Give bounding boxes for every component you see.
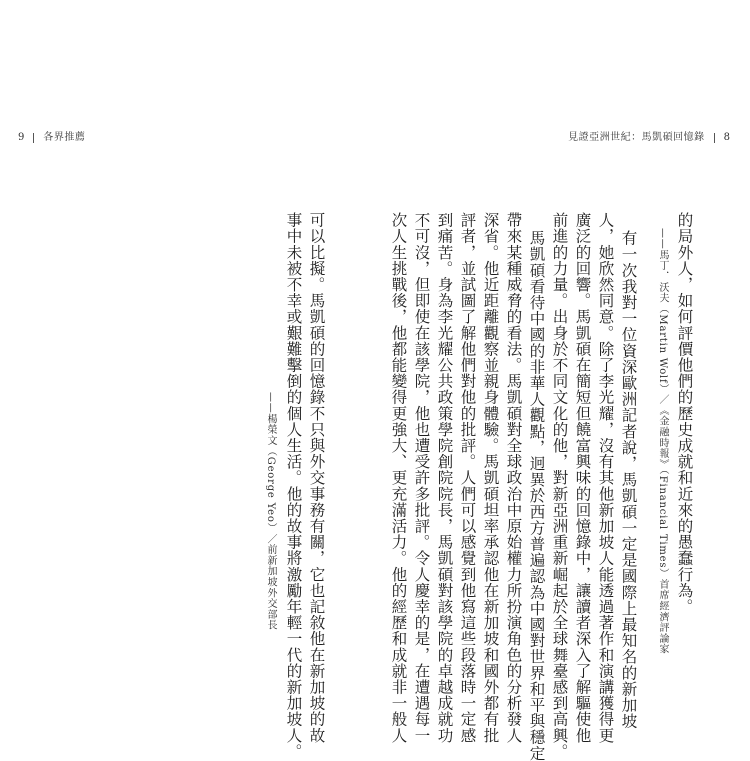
attribution-martin-wolf: ——馬丁．沃夫（Martin Wolf）／《金融時報》（Financial Times）首席經濟評論家	[657, 228, 668, 655]
paragraph-line: 到痛苦。身為李光耀公共政策學院創院院長，馬凱碩對該學院的卓越成就功	[435, 212, 454, 744]
paragraph-line: 評者，並試圖了解他們對他的批評。人們可以感覺到他寫這些段落時一定感	[458, 212, 477, 744]
paragraph-line: 可以比擬。馬凱碩的回憶錄不只與外交事務有關，它也記敘他在新加坡的故	[307, 212, 326, 744]
right-running-title: 見證亞洲世紀：馬凱碩回憶錄	[568, 132, 705, 143]
paragraph-line: 廣泛的回響。馬凱碩在簡短但饒富興味的回憶錄中，讓讀者深入了解驅使他	[573, 212, 592, 744]
attribution-george-yeo: ——楊榮文（George Yeo）／前新加坡外交部長	[265, 392, 276, 631]
right-page-number: 8	[723, 132, 730, 143]
paragraph-line: 事中未被不幸或艱難擊倒的個人生活。他的故事將激勵年輕一代的新加坡人。	[284, 212, 303, 760]
paragraph-line: 人，她欣然同意。除了李光耀，沒有其他新加坡人能透過著作和演講獲得更	[596, 212, 615, 744]
right-page-header	[568, 130, 730, 146]
left-page-header	[18, 130, 85, 146]
paragraph-line: 馬凱碩看待中國的非華人觀點，迥異於西方普遍認為中國對世界和平與穩定	[527, 230, 546, 761]
paragraph-line: 深省。他近距離觀察並親身體驗。馬凱碩坦率承認他在新加坡和國外都有批	[481, 212, 500, 744]
left-page-number: 9	[18, 132, 25, 143]
paragraph-line: 有一次我對一位資深歐洲記者說，馬凱碩一定是國際上最知名的新加坡	[619, 230, 638, 730]
paragraph-line: 次人生挑戰後，他都能變得更強大、更充滿活力。他的經歷和成就非一般人	[389, 212, 408, 744]
paragraph-line: 帶來某種威脅的看法。馬凱碩對全球政治中原始權力所扮演角色的分析發人	[504, 212, 523, 744]
quote-end-line: 的局外人，如何評價他們的歷史成就和近來的愚蠢行為。	[675, 212, 694, 615]
header-divider	[714, 133, 715, 143]
paragraph-line: 前進的力量。出身於不同文化的他，對新亞洲重新崛起於全球舞臺感到高興。	[550, 212, 569, 760]
paragraph-line: 不可沒，但即使在該學院，他也遭受許多批評。令人慶幸的是，在遭遇每一	[412, 212, 431, 744]
left-running-title: 各界推薦	[43, 132, 86, 143]
header-divider	[33, 133, 34, 143]
